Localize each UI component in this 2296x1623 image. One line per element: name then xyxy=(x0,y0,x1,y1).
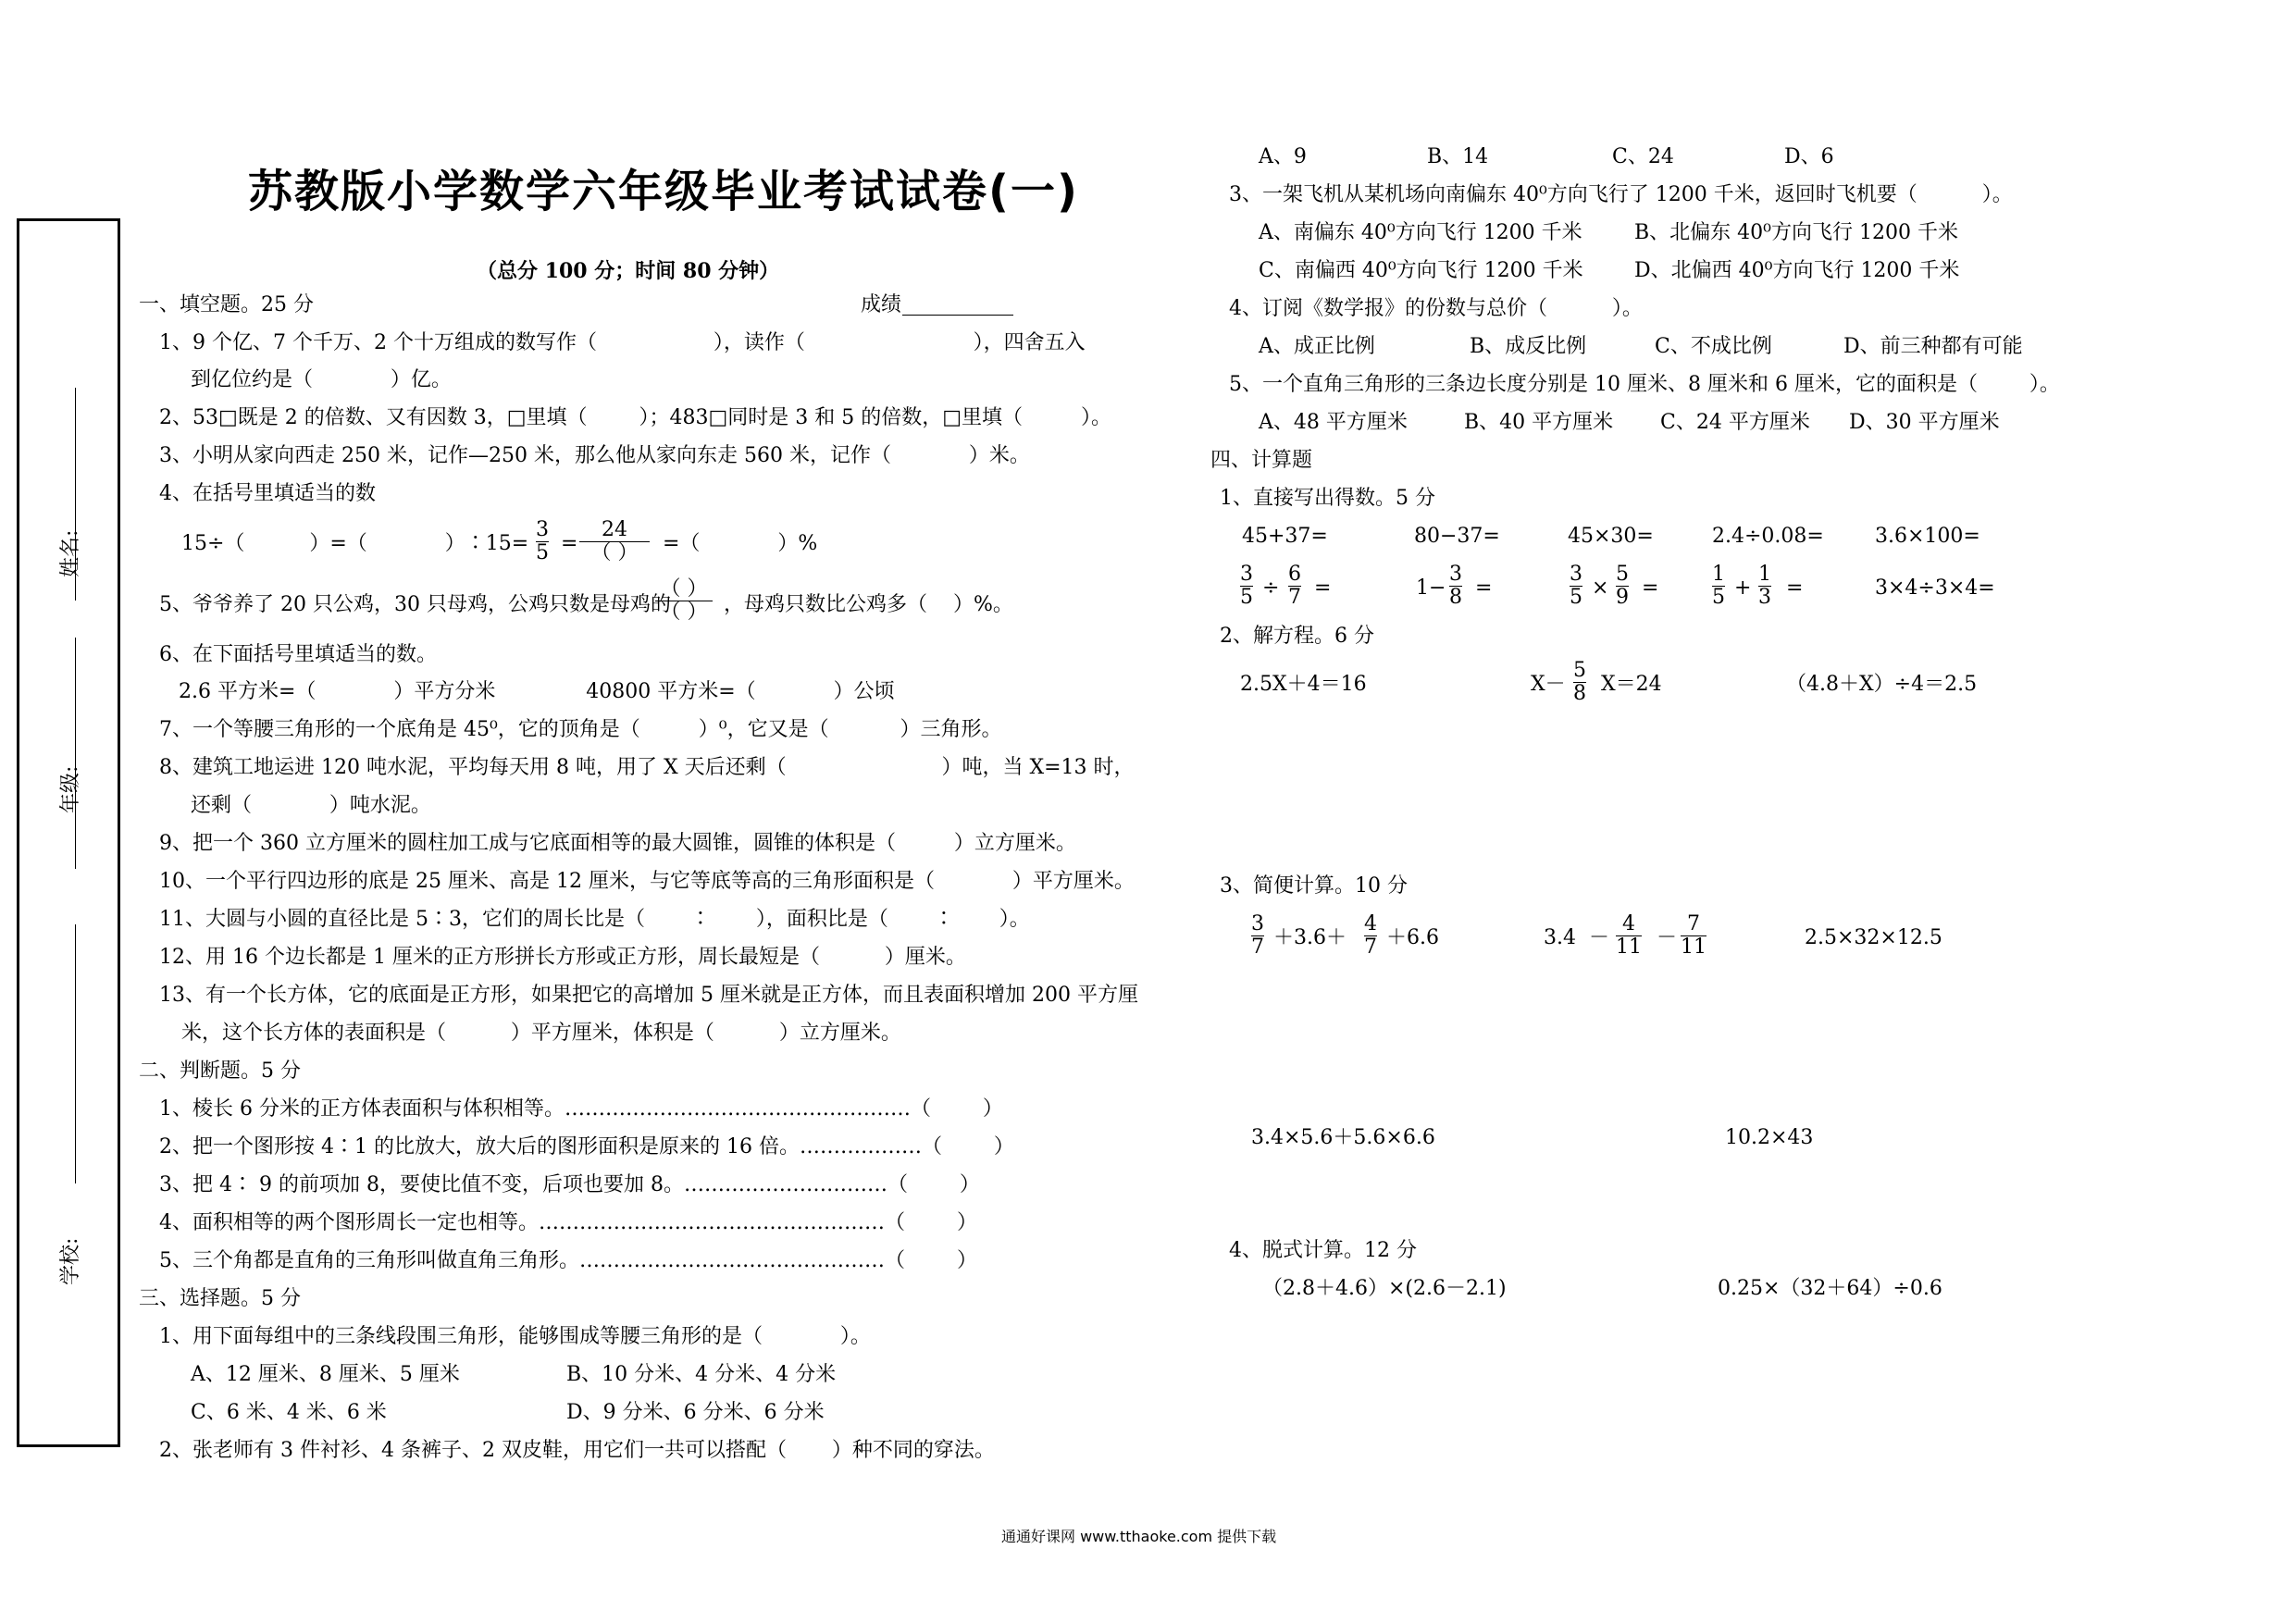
calc-3-b-frac1 xyxy=(1616,914,1642,958)
choice-q1-option-b: B、10 分米、4 分米、4 分米 xyxy=(566,1363,837,1386)
fill-q10: 10、一个平行四边形的底是 25 厘米、高是 12 厘米，与它等底等高的三角形面积是（ ）平方厘米。 xyxy=(159,870,1135,893)
fraction-denominator: 7 xyxy=(1364,935,1377,959)
choice-q1-option-a: A、12 厘米、8 厘米、5 厘米 xyxy=(191,1363,460,1386)
calc-1-item-2: 80−37= xyxy=(1414,525,1500,548)
fraction-numerator: 5 xyxy=(1616,563,1629,586)
choice-q3-option-c: C、南偏西 40⁰方向飞行 1200 千米 xyxy=(1259,259,1583,282)
fill-q4-equals: = xyxy=(561,532,578,555)
fraction-denominator: 5 xyxy=(1570,586,1582,609)
judge-q2: 2、把一个图形按 4∶1 的比放大，放大后的图形面积是原来的 16 倍。………………（ ） xyxy=(159,1135,1014,1158)
fill-q9: 9、把一个 360 立方厘米的圆柱加工成与它底面相等的最大圆锥，圆锥的体积是（ ）立方厘米。 xyxy=(159,832,1076,855)
judge-q1: 1、棱长 6 分米的正方体表面积与体积相等。……………………………………………（ ） xyxy=(159,1097,1003,1121)
choice-q2: 2、张老师有 3 件衬衫、4 条裤子、2 双皮鞋，用它们一共可以搭配（ ）种不同的穿法。 xyxy=(159,1439,995,1462)
calc-2-equation-b-fraction xyxy=(1573,661,1586,704)
fraction-numerator: 24 xyxy=(602,518,627,541)
fill-q6: 6、在下面括号里填适当的数。 xyxy=(159,643,437,666)
school-label: 学校: xyxy=(59,1237,82,1285)
choice-q4: 4、订阅《数学报》的份数与总价（ ）。 xyxy=(1229,297,1643,320)
calc-3-a-post: ＋6.6 xyxy=(1386,926,1439,949)
calc-1-r2-eq-c: = xyxy=(1642,576,1659,600)
calc-3-a-mid: ＋3.6＋ xyxy=(1273,926,1347,949)
fill-q4-fraction-1 xyxy=(536,520,549,564)
judge-q5: 5、三个角都是直角的三角形叫做直角三角形。………………………………………（ ） xyxy=(159,1249,977,1272)
calc-2-equation-c: （4.8＋X）÷4＝2.5 xyxy=(1786,673,1978,696)
page-title: 苏教版小学数学六年级毕业考试试卷(一) xyxy=(248,166,1079,217)
fraction-numerator: 3 xyxy=(1251,912,1264,935)
calc-2-equation-a: 2.5X＋4＝16 xyxy=(1240,673,1367,696)
calc-3-b-frac2 xyxy=(1681,914,1706,958)
fraction-numerator: 3 xyxy=(1240,563,1253,586)
calc-2-equation-b-pre: X－ xyxy=(1531,673,1566,696)
fraction-denominator: 11 xyxy=(1616,935,1642,959)
choice-q3-option-a: A、南偏东 40⁰方向飞行 1200 千米 xyxy=(1259,221,1582,244)
calc-4-a: （2.8＋4.6）×(2.6－2.1) xyxy=(1262,1277,1507,1300)
fraction-denominator: （ ） xyxy=(660,601,708,624)
calc-1-r2-op-c: × xyxy=(1592,576,1609,600)
choice-q5-option-a: A、48 平方厘米 xyxy=(1259,411,1408,434)
choice-q2-option-c: C、24 xyxy=(1612,145,1674,168)
calc-1-r2-eq-d: = xyxy=(1786,576,1804,600)
calc-3-heading: 3、简便计算。10 分 xyxy=(1220,874,1408,898)
fraction-numerator: 6 xyxy=(1288,563,1301,586)
choice-q5-option-d: D、30 平方厘米 xyxy=(1849,411,2000,434)
fill-q12: 12、用 16 个边长都是 1 厘米的正方形拼长方形或正方形，周长最短是（ ）厘米。 xyxy=(159,946,966,969)
calc-1-r2-op-d: + xyxy=(1734,576,1752,600)
fill-q1-line1: 1、9 个亿、7 个千万、2 个十万组成的数写作（ ），读作（ ），四舍五入 xyxy=(159,331,1086,354)
fill-q6-items: 2.6 平方米=（ ）平方分米 40800 平方米=（ ）公顷 xyxy=(179,680,895,703)
fraction-denominator: 5 xyxy=(536,541,549,564)
section-1-heading: 一、填空题。25 分 xyxy=(139,293,314,316)
fraction-denominator: 3 xyxy=(1758,586,1771,609)
fill-q3: 3、小明从家向西走 250 米，记作—250 米，那么他从家向东走 560 米，记作（ ）米。 xyxy=(159,444,1030,467)
fill-q4-part1: 15÷（ ）=（ ）∶15= xyxy=(181,532,529,555)
calc-1-r2-frac-c1 xyxy=(1570,564,1582,608)
calc-1-r2-frac-a2 xyxy=(1288,564,1301,608)
binding-strip xyxy=(17,218,120,1447)
choice-q4-option-c: C、不成比例 xyxy=(1655,335,1772,358)
fraction-denominator: 9 xyxy=(1616,586,1629,609)
judge-q4: 4、面积相等的两个图形周长一定也相等。……………………………………………（ ） xyxy=(159,1211,977,1234)
grade-line xyxy=(75,638,77,869)
fill-q4-fraction-2 xyxy=(579,520,650,564)
calc-1-item-1: 45+37= xyxy=(1242,525,1328,548)
fill-q4-part2: =（ ）% xyxy=(663,532,818,555)
section-4-heading: 四、计算题 xyxy=(1210,449,1313,472)
choice-q3-option-d: D、北偏西 40⁰方向飞行 1200 千米 xyxy=(1634,259,1960,282)
footer-credit: 通通好课网 www.tthaoke.com 提供下载 xyxy=(1001,1528,1277,1545)
calc-3-e: 10.2×43 xyxy=(1725,1126,1814,1149)
fraction-numerator: 1 xyxy=(1758,563,1771,586)
score-field[interactable] xyxy=(902,315,1013,316)
calc-3-b-pre: 3.4 － xyxy=(1544,926,1609,949)
choice-q3-option-b: B、北偏东 40⁰方向飞行 1200 千米 xyxy=(1634,221,1958,244)
page-subtitle: （总分 100 分；时间 80 分钟） xyxy=(477,259,780,283)
choice-q3: 3、一架飞机从某机场向南偏东 40⁰方向飞行了 1200 千米，返回时飞机要（ ）。 xyxy=(1229,183,2013,206)
calc-1-r2-item-e: 3×4÷3×4= xyxy=(1875,576,1995,600)
fill-q8-line1: 8、建筑工地运进 120 吨水泥，平均每天用 8 吨，用了 X 天后还剩（ ）吨，当 X=13 时， xyxy=(159,756,1135,779)
choice-q4-option-d: D、前三种都有可能 xyxy=(1843,335,2023,358)
calc-3-c: 2.5×32×12.5 xyxy=(1805,926,1942,949)
choice-q4-option-b: B、成反比例 xyxy=(1470,335,1587,358)
fraction-denominator: 11 xyxy=(1681,935,1706,959)
fraction-numerator: 3 xyxy=(1570,563,1582,586)
choice-q1-option-d: D、9 分米、6 分米、6 分米 xyxy=(566,1401,825,1424)
choice-q2-option-d: D、6 xyxy=(1784,145,1834,168)
fraction-numerator: 5 xyxy=(1573,659,1586,682)
fill-q13-line2: 米，这个长方体的表面积是（ ）平方厘米，体积是（ ）立方厘米。 xyxy=(181,1022,901,1045)
fill-q5-fraction xyxy=(655,579,713,623)
calc-3-a-frac2 xyxy=(1364,914,1377,958)
calc-3-b-mid: － xyxy=(1657,926,1678,949)
fill-q2: 2、53□既是 2 的倍数、又有因数 3，□里填（ ）；483□同时是 3 和 5 的倍数，□里填（ ）。 xyxy=(159,406,1111,429)
calc-1-r2-eq-b: = xyxy=(1475,576,1493,600)
fraction-denominator: 5 xyxy=(1240,586,1253,609)
fill-q13-line1: 13、有一个长方体，它的底面是正方形，如果把它的高增加 5 厘米就是正方体，而且表面积增加 200 平方厘 xyxy=(159,984,1138,1007)
calc-2-heading: 2、解方程。6 分 xyxy=(1220,625,1374,648)
choice-q2-option-b: B、14 xyxy=(1427,145,1489,168)
choice-q1: 1、用下面每组中的三条线段围三角形，能够围成等腰三角形的是（ ）。 xyxy=(159,1325,871,1348)
fraction-numerator: 1 xyxy=(1712,563,1725,586)
calc-1-r2-frac-d1 xyxy=(1712,564,1725,608)
calc-4-b: 0.25×（32＋64）÷0.6 xyxy=(1718,1277,1942,1300)
score-label: 成绩 xyxy=(861,293,902,316)
section-3-heading: 三、选择题。5 分 xyxy=(139,1287,301,1310)
fill-q7: 7、一个等腰三角形的一个底角是 45⁰，它的顶角是（ ）⁰，它又是（ ）三角形。 xyxy=(159,718,1002,741)
calc-2-equation-b-post: X＝24 xyxy=(1601,673,1662,696)
calc-1-heading: 1、直接写出得数。5 分 xyxy=(1220,487,1435,510)
calc-1-item-4: 2.4÷0.08= xyxy=(1712,525,1824,548)
school-line xyxy=(75,924,77,1183)
choice-q4-option-a: A、成正比例 xyxy=(1259,335,1375,358)
judge-q3: 3、把 4∶ 9 的前项加 8，要使比值不变，后项也要加 8。…………………………（ ） xyxy=(159,1173,980,1196)
calc-1-item-5: 3.6×100= xyxy=(1875,525,1980,548)
grade-label: 年级: xyxy=(59,765,82,813)
calc-1-r2-op-a: ÷ xyxy=(1262,576,1280,600)
section-2-heading: 二、判断题。5 分 xyxy=(139,1059,301,1083)
calc-3-a-frac1 xyxy=(1251,914,1264,958)
choice-q5: 5、一个直角三角形的三条边长度分别是 10 厘米、8 厘米和 6 厘米，它的面积是（ ）。 xyxy=(1229,373,2060,396)
fraction-denominator: 5 xyxy=(1712,586,1725,609)
calc-1-r2-pre-b: 1− xyxy=(1416,576,1446,600)
fill-q5-part2: ，母鸡只数比公鸡多（ ）%。 xyxy=(724,593,1013,616)
fraction-denominator: （ ） xyxy=(590,541,639,564)
fraction-numerator: 3 xyxy=(536,518,549,541)
fraction-numerator: （ ） xyxy=(660,577,708,601)
calc-3-d: 3.4×5.6＋5.6×6.6 xyxy=(1251,1126,1435,1149)
choice-q5-option-b: B、40 平方厘米 xyxy=(1464,411,1614,434)
fraction-numerator: 4 xyxy=(1364,912,1377,935)
calc-1-r2-frac-c2 xyxy=(1616,564,1629,608)
choice-q2-option-a: A、9 xyxy=(1259,145,1307,168)
calc-1-r2-eq-a: = xyxy=(1314,576,1332,600)
name-label: 姓名: xyxy=(59,529,82,577)
calc-1-r2-frac-a1 xyxy=(1240,564,1253,608)
fraction-denominator: 8 xyxy=(1573,682,1586,705)
calc-1-item-3: 45×30= xyxy=(1568,525,1654,548)
calc-1-r2-frac-d2 xyxy=(1758,564,1771,608)
choice-q5-option-c: C、24 平方厘米 xyxy=(1660,411,1810,434)
fill-q11: 11、大圆与小圆的直径比是 5∶3，它们的周长比是（ ∶ ），面积比是（ ∶ ）。 xyxy=(159,908,1030,931)
fraction-numerator: 4 xyxy=(1622,912,1635,935)
calc-1-r2-frac-b xyxy=(1449,564,1462,608)
fill-q8-line2: 还剩（ ）吨水泥。 xyxy=(191,794,431,817)
choice-q1-option-c: C、6 米、4 米、6 米 xyxy=(191,1401,387,1424)
fraction-numerator: 7 xyxy=(1687,912,1700,935)
fraction-denominator: 7 xyxy=(1251,935,1264,959)
fill-q4: 4、在括号里填适当的数 xyxy=(159,482,376,505)
calc-4-heading: 4、脱式计算。12 分 xyxy=(1229,1239,1417,1262)
fraction-denominator: 7 xyxy=(1288,586,1301,609)
fill-q1-line2: 到亿位约是（ ）亿。 xyxy=(191,368,452,391)
fraction-denominator: 8 xyxy=(1449,586,1462,609)
fill-q5-part1: 5、爷爷养了 20 只公鸡，30 只母鸡，公鸡只数是母鸡的 xyxy=(159,593,671,616)
fraction-numerator: 3 xyxy=(1449,563,1462,586)
